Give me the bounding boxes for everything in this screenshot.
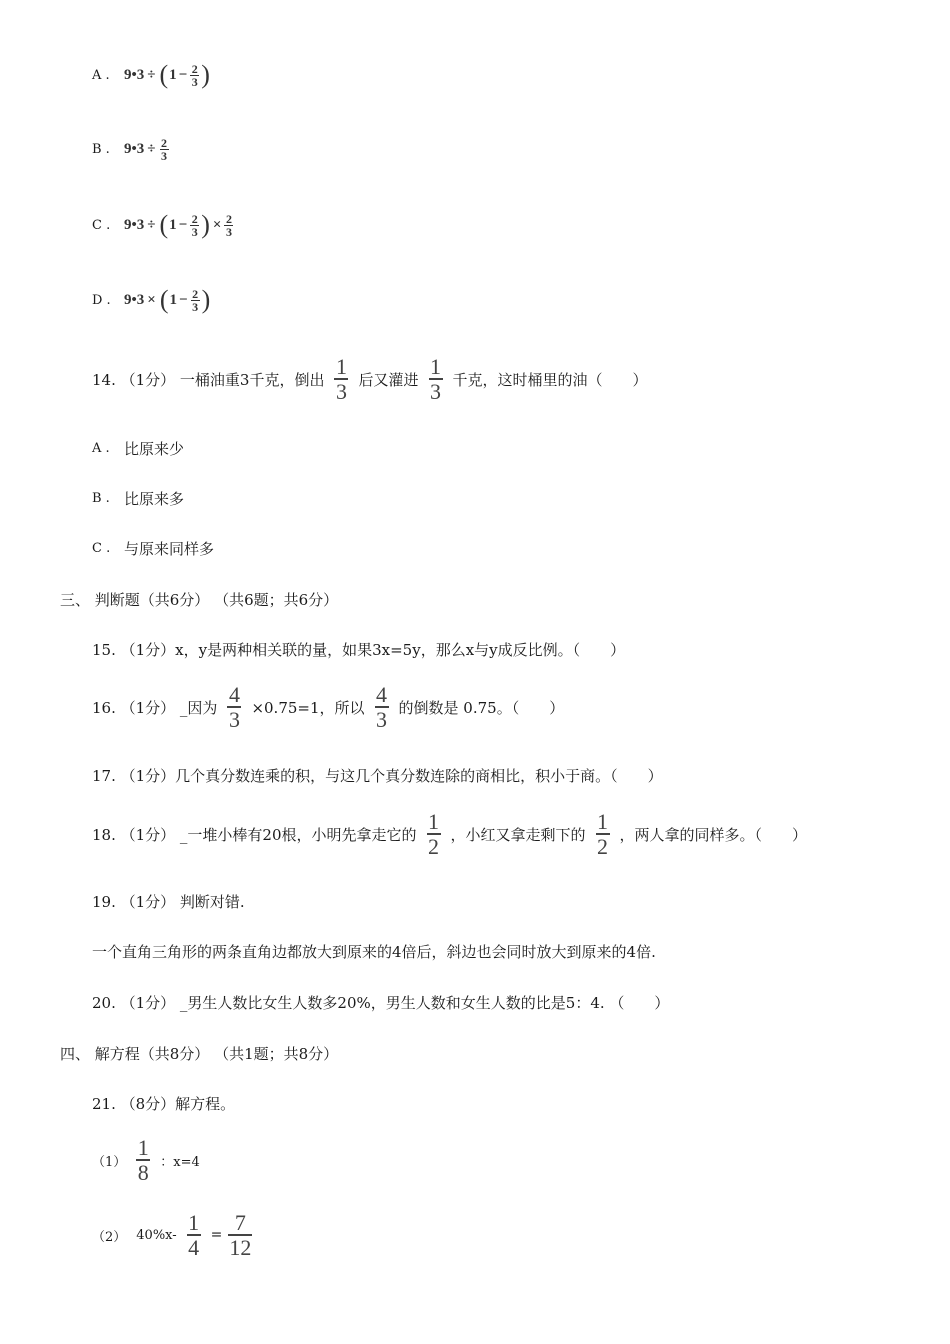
option-label: C . xyxy=(92,541,111,556)
part-label: （2） xyxy=(92,1229,127,1245)
fraction: 2 3 xyxy=(192,286,199,314)
question-text: 18. （1分） _一堆小棒有20根，小明先拿走它的 xyxy=(92,825,417,844)
option-label: A . xyxy=(92,441,110,456)
part-label: （1） xyxy=(92,1154,127,1170)
question-text: 千克，这时桶里的油（ ） xyxy=(452,370,648,389)
fraction: 1 3 xyxy=(335,354,347,404)
option-label: B . xyxy=(92,491,110,506)
question-text: ×0.75=1，所以 xyxy=(251,698,365,717)
q14-option-a[interactable] xyxy=(92,438,184,459)
question-17: 17. （1分）几个真分数连乘的积，与这几个真分数连除的商相比，积小于商。（ ） xyxy=(92,767,663,785)
question-19-body: 一个直角三角形的两条直角边都放大到原来的4倍后，斜边也会同时放大到原来的4倍. xyxy=(92,943,656,961)
question-text: 的倒数是 0.75。（ ） xyxy=(398,698,565,717)
question-21-part-1 xyxy=(92,1137,200,1183)
q14-option-b[interactable] xyxy=(92,488,184,509)
fraction: 4 3 xyxy=(376,682,388,732)
fraction: 1 2 xyxy=(597,809,609,859)
question-16 xyxy=(92,684,564,730)
fraction: 1 2 xyxy=(428,809,440,859)
question-21-part-2 xyxy=(92,1212,262,1258)
option-label: B . xyxy=(92,142,110,157)
question-15: 15. （1分）x，y是两种相关联的量，如果3x=5y，那么x与y成反比例。（ ） xyxy=(92,641,626,659)
math-expression: 9 • 3 ÷ ( 1 − 2 3 ) xyxy=(124,60,210,89)
fraction: 4 3 xyxy=(228,682,240,732)
question-21: 21. （8分）解方程。 xyxy=(92,1095,236,1113)
fraction: 1 4 xyxy=(188,1210,200,1260)
question-text: ，两人拿的同样多。（ ） xyxy=(619,825,808,844)
option-label: C . xyxy=(92,217,111,233)
fraction: 2 3 xyxy=(161,136,167,163)
math-expression: 9 • 3 ÷ ( 1 − 2 3 ) × 2 3 xyxy=(124,210,232,239)
question-20: 20. （1分） _男生人数比女生人数多20%，男生人数和女生人数的比是5：4. （ ） xyxy=(92,994,670,1012)
question-text: 后又灌进 xyxy=(358,370,419,389)
fraction: 2 3 xyxy=(225,211,232,239)
option-label: A . xyxy=(92,67,110,83)
q13-option-c[interactable] xyxy=(92,212,234,238)
fraction: 1 8 xyxy=(137,1135,149,1185)
fraction: 1 3 xyxy=(430,354,441,404)
question-text: 16. （1分） _因为 xyxy=(92,698,218,717)
question-text: 14. （1分） 一桶油重3千克，倒出 xyxy=(92,370,325,389)
math-expression: 9 • 3 × ( 1 − 2 3 ) xyxy=(124,285,211,314)
option-text: 与原来同样多 xyxy=(124,540,215,558)
equals-sign: = xyxy=(210,1227,223,1243)
option-text: 比原来少 xyxy=(124,440,185,458)
question-18 xyxy=(92,811,807,857)
q14-option-c[interactable] xyxy=(92,538,214,559)
fraction: 2 3 xyxy=(191,61,198,89)
question-14 xyxy=(92,356,648,402)
fraction: 2 3 xyxy=(191,211,198,239)
q13-option-a[interactable] xyxy=(92,62,211,88)
math-expression: 9 • 3 ÷ 2 3 xyxy=(124,136,167,163)
q13-option-d[interactable] xyxy=(92,287,211,313)
question-text: ，小红又拿走剩下的 xyxy=(450,825,586,844)
equation-text: 40%x- xyxy=(136,1227,177,1243)
option-text: 比原来多 xyxy=(124,490,185,508)
option-label: D . xyxy=(92,292,111,308)
question-19: 19. （1分） 判断对错. xyxy=(92,893,245,911)
equation-text: ：x=4 xyxy=(160,1154,200,1170)
q13-option-b[interactable] xyxy=(92,137,170,162)
section-3-title: 三、 判断题（共6分） （共6题；共6分） xyxy=(60,591,339,609)
fraction: 7 12 xyxy=(229,1210,252,1260)
section-4-title: 四、 解方程（共8分） （共1题；共8分） xyxy=(60,1045,339,1063)
